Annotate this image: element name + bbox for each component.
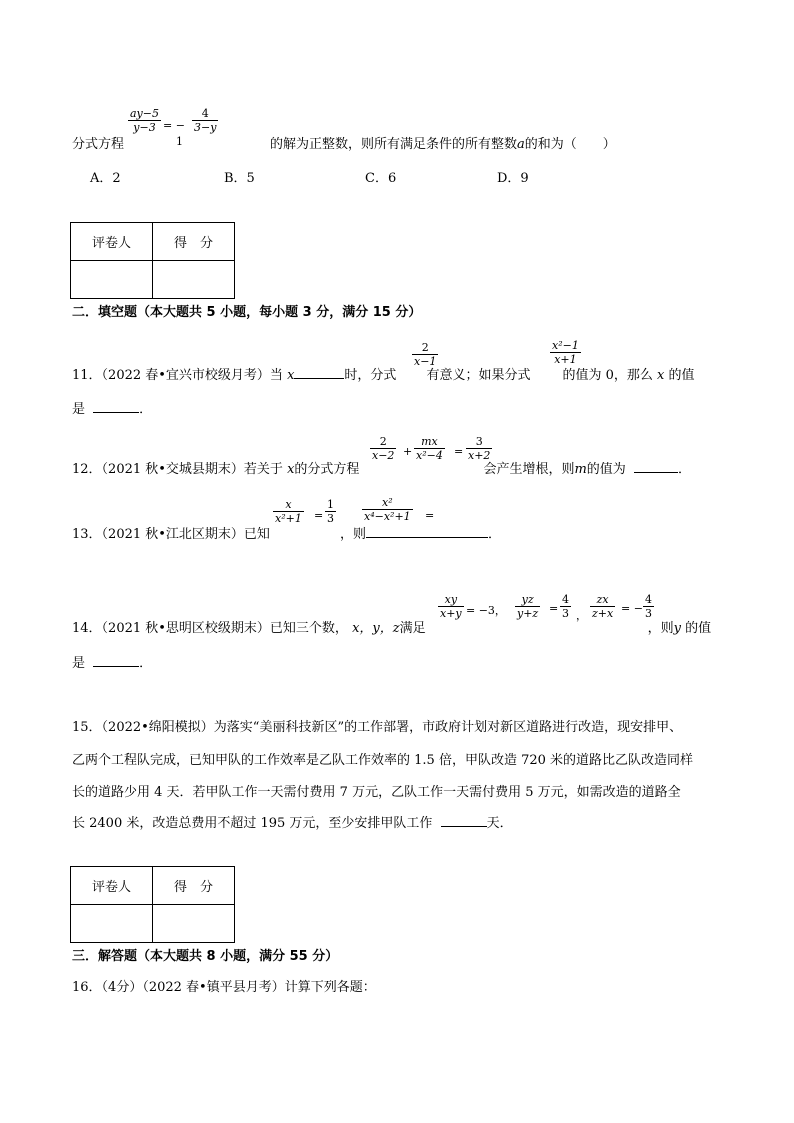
- q12-line: 12．（2021 秋•交城县期末）若关于 x的分式方程 会产生增根，则m的值为 ．: [72, 462, 691, 477]
- q15-line-2: 乙两个工程队完成，已知甲队的工作效率是乙队工作效率的 1.5 倍，甲队改造 720 米的道路比乙队改造同样: [72, 753, 694, 768]
- q14-fraction-2: yz y+z: [517, 593, 539, 620]
- q12-fraction-3: 3 x+2: [468, 435, 491, 462]
- q10-fraction-1: ay−5 y−3: [130, 107, 159, 134]
- score-cell[interactable]: [153, 261, 235, 299]
- q10-option-b[interactable]: B．5: [224, 171, 255, 186]
- q13-equals-2: =: [425, 509, 435, 522]
- q13-fraction-1: x x²+1: [275, 498, 302, 525]
- q10-stem: 分式方程 的解为正整数，则所有满足条件的所有整数a的和为（ ）: [72, 137, 616, 152]
- q10-option-c[interactable]: C．6: [365, 171, 397, 186]
- q10-option-a[interactable]: A．2: [90, 171, 121, 186]
- score-table-2: [70, 866, 235, 943]
- score-cell[interactable]: [153, 905, 235, 943]
- reviewer-cell[interactable]: [71, 261, 153, 299]
- q10-fraction-2: 4 3−y: [194, 107, 217, 134]
- q14-line-1: 14．（2021 秋•思明区校级期末）已知三个数， x，y，z满足 ，则y 的值: [72, 621, 712, 636]
- q14-fraction-3: 4 3: [562, 593, 569, 620]
- reviewer-cell[interactable]: [71, 905, 153, 943]
- q13-fraction-2: 1 3: [327, 498, 334, 525]
- q11-blank-1[interactable]: [294, 366, 344, 379]
- q10-equals: = −: [163, 119, 185, 132]
- q11-fraction-2: x²−1 x+1: [552, 339, 579, 366]
- q15-line-3: 长的道路少用 4 天．若甲队工作一天需付费用 7 万元，乙队工作一天需付费用 5 万元，如需改造的道路全: [72, 785, 681, 800]
- score-table-1: [70, 222, 235, 299]
- score-header: 得 分: [153, 867, 235, 905]
- section-3-title: 三．解答题（本大题共 8 小题，满分 55 分）: [72, 949, 339, 964]
- q12-fraction-1: 2 x−2: [372, 435, 395, 462]
- q10-option-d[interactable]: D．9: [497, 171, 529, 186]
- q13-equals: =: [314, 509, 324, 522]
- q14-value-1: = −3，: [466, 604, 506, 617]
- reviewer-header: 评卷人: [71, 867, 153, 905]
- q15-blank[interactable]: [441, 814, 487, 827]
- q15-line-1: 15．（2022•绵阳模拟）为落实“美丽科技新区”的工作部署，市政府计划对新区道路进行改造，现安排甲、: [72, 720, 683, 735]
- q13-blank[interactable]: [366, 525, 488, 538]
- q11-line-1: 11．（2022 春•宜兴市校级月考）当 x 时，分式 有意义；如果分式 的值为 0，那么 x 的值: [72, 368, 695, 383]
- q12-fraction-2: mx x²−4: [416, 435, 443, 462]
- q14-equals-3: = −: [621, 602, 643, 615]
- q14-equals-2: =: [549, 602, 559, 615]
- q14-comma: ，: [576, 609, 587, 622]
- q14-line-2: 是 ．: [72, 656, 153, 671]
- q13-line: 13．（2021 秋•江北区期末）已知 ，则 ．: [72, 527, 501, 542]
- q12-blank[interactable]: [634, 460, 678, 473]
- q12-equals: =: [454, 445, 464, 458]
- q14-fraction-4: zx z+x: [592, 593, 614, 620]
- q11-fraction-1: 2 x−1: [414, 341, 437, 368]
- q14-blank[interactable]: [93, 654, 139, 667]
- score-header: 得 分: [153, 223, 235, 261]
- q13-fraction-3: x² x⁴−x²+1: [364, 496, 411, 523]
- q14-fraction-1: xy x+y: [440, 593, 462, 620]
- q10-one: 1: [176, 135, 183, 148]
- reviewer-header: 评卷人: [71, 223, 153, 261]
- section-2-title: 二．填空题（本大题共 5 小题，每小题 3 分，满分 15 分）: [72, 305, 422, 320]
- q12-plus: +: [403, 445, 413, 458]
- q15-line-4: 长 2400 米，改造总费用不超过 195 万元，至少安排甲队工作 天．: [72, 816, 513, 831]
- q11-line-2: 是 ．: [72, 402, 153, 417]
- q14-fraction-5: 4 3: [645, 593, 652, 620]
- q16-line: 16．（4分）（2022 春•镇平县月考）计算下列各题：: [72, 980, 376, 995]
- q11-blank-2[interactable]: [93, 400, 139, 413]
